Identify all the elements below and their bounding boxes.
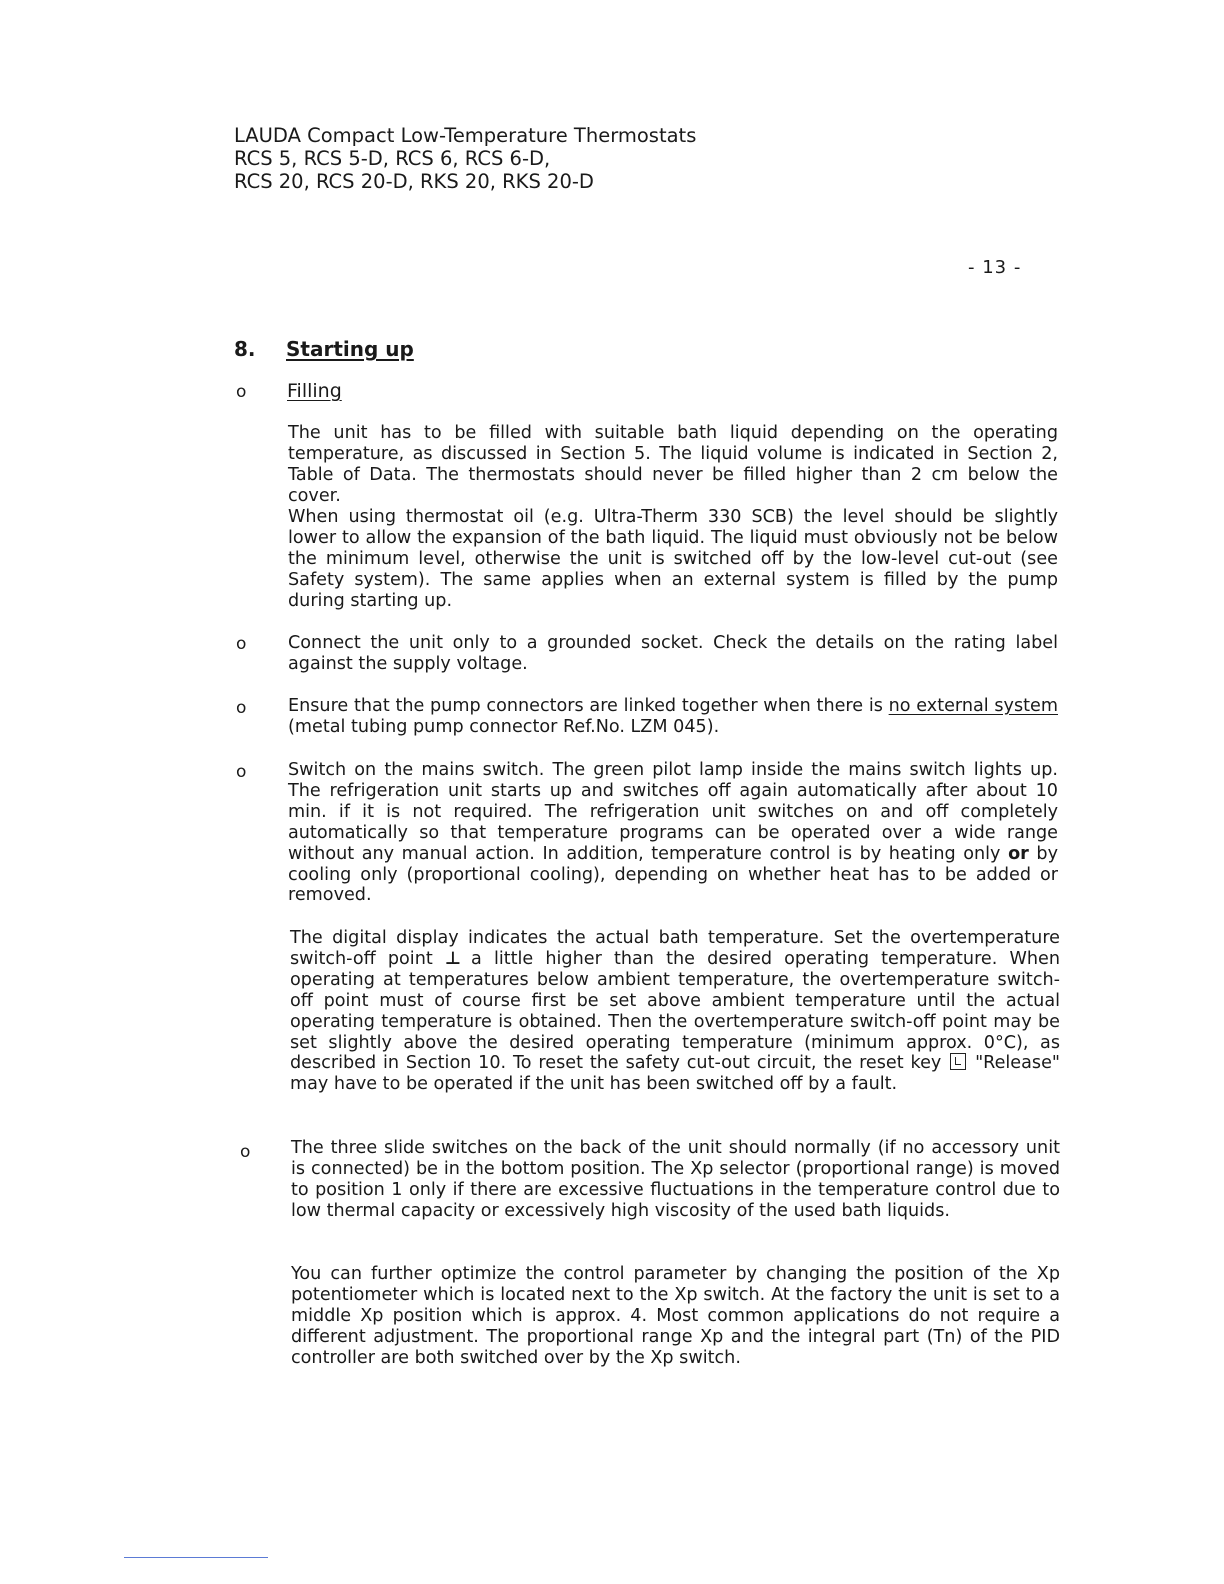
- display-text-1: The digital display indicates the actual bath temperature. Set the overtemperature switch-off point: [290, 928, 1060, 969]
- footer-rule: [124, 1557, 268, 1558]
- header-line-2: RCS 5, RCS 5-D, RCS 6, RCS 6-D,: [234, 147, 551, 170]
- filling-title: Filling: [287, 380, 342, 402]
- ensure-text-start: Ensure that the pump connectors are linked together when there is: [288, 696, 889, 716]
- overtemperature-symbol-icon: ⊥: [444, 948, 461, 969]
- filling-paragraph-1: The unit has to be filled with suitable bath liquid depending on the operating temperature, as discussed in Section 5. The liquid volume is indicated in Section 2, Table of Data. The thermostats should never be filled higher than 2 cm below the cover.: [288, 423, 1058, 506]
- ensure-underlined-text: no external system: [888, 696, 1058, 716]
- switch-on-text-2: by cooling only (proportional cooling), depending on whether heat has to be added or removed.: [288, 843, 1058, 906]
- bullet-marker: o: [236, 762, 247, 782]
- bullet-marker: o: [236, 634, 247, 654]
- header-line-3: RCS 20, RCS 20-D, RKS 20, RKS 20-D: [234, 170, 594, 193]
- switch-on-text-1: Switch on the mains switch. The green pilot lamp inside the mains switch lights up. The refrigeration unit starts up and switches off again automatically after about 10 min. if it is not required. The refrigeration unit switches on and off completely automatically so that temperature programs can be operated over a wide range without any manual action. In addition, temperature control is by heating only: [288, 760, 1058, 864]
- display-paragraph: [290, 928, 1060, 1095]
- section-title: Starting up: [286, 337, 414, 361]
- bullet-marker: o: [236, 698, 247, 718]
- connect-paragraph: Connect the unit only to a grounded socket. Check the details on the rating label against the supply voltage.: [288, 633, 1058, 674]
- ensure-text-end: (metal tubing pump connector Ref.No. LZM 045).: [288, 716, 720, 737]
- optimize-paragraph: You can further optimize the control parameter by changing the position of the Xp potentiometer which is located next to the Xp switch. At the factory the unit is set to a middle Xp position which is approx. 4. Most common applications do not require a different adjustment. The proportional range Xp and the integral part (Tn) of the PID controller are both switched over by the Xp switch.: [291, 1264, 1060, 1368]
- reset-key-icon: [950, 1053, 966, 1070]
- display-text-2: a little higher than the desired operating temperature. When operating at temperatures below ambient temperature, the overtemperature switch-off point must of course first be set above ambient temperature until the actual operating temperature is obtained. Then the overtemperature switch-off point may be set slightly above the desired operating temperature (minimum approx. 0°C), as described in Section 10. To reset the safety cut-out circuit, the reset key: [290, 948, 1060, 1074]
- document-header: [234, 124, 696, 193]
- ensure-paragraph: [288, 696, 1058, 738]
- bullet-marker: o: [236, 382, 247, 402]
- filling-paragraph-2: When using thermostat oil (e.g. Ultra-Therm 330 SCB) the level should be slightly lower to allow the expansion of the bath liquid. The liquid must obviously not be below the minimum level, otherwise the unit is switched off by the low-level cut-out (see Safety system). The same applies when an external system is filled by the pump during starting up.: [288, 507, 1058, 611]
- section-heading: [234, 337, 414, 361]
- slide-switches-paragraph: The three slide switches on the back of the unit should normally (if no accessory unit is connected) be in the bottom position. The Xp selector (proportional range) is moved to position 1 only if there are excessive fluctuations in the temperature control due to low thermal capacity or excessively high viscosity of the used bath liquids.: [291, 1138, 1060, 1221]
- bullet-marker: o: [240, 1142, 251, 1162]
- display-text-3: "Release" may have to be operated if the unit has been switched off by a fault.: [290, 1053, 1060, 1095]
- switch-on-or: or: [1008, 843, 1029, 864]
- section-number: 8.: [234, 337, 256, 361]
- switch-on-paragraph: [288, 760, 1058, 906]
- page-number: - 13 -: [968, 257, 1022, 278]
- header-line-1: LAUDA Compact Low-Temperature Thermostats: [234, 124, 697, 147]
